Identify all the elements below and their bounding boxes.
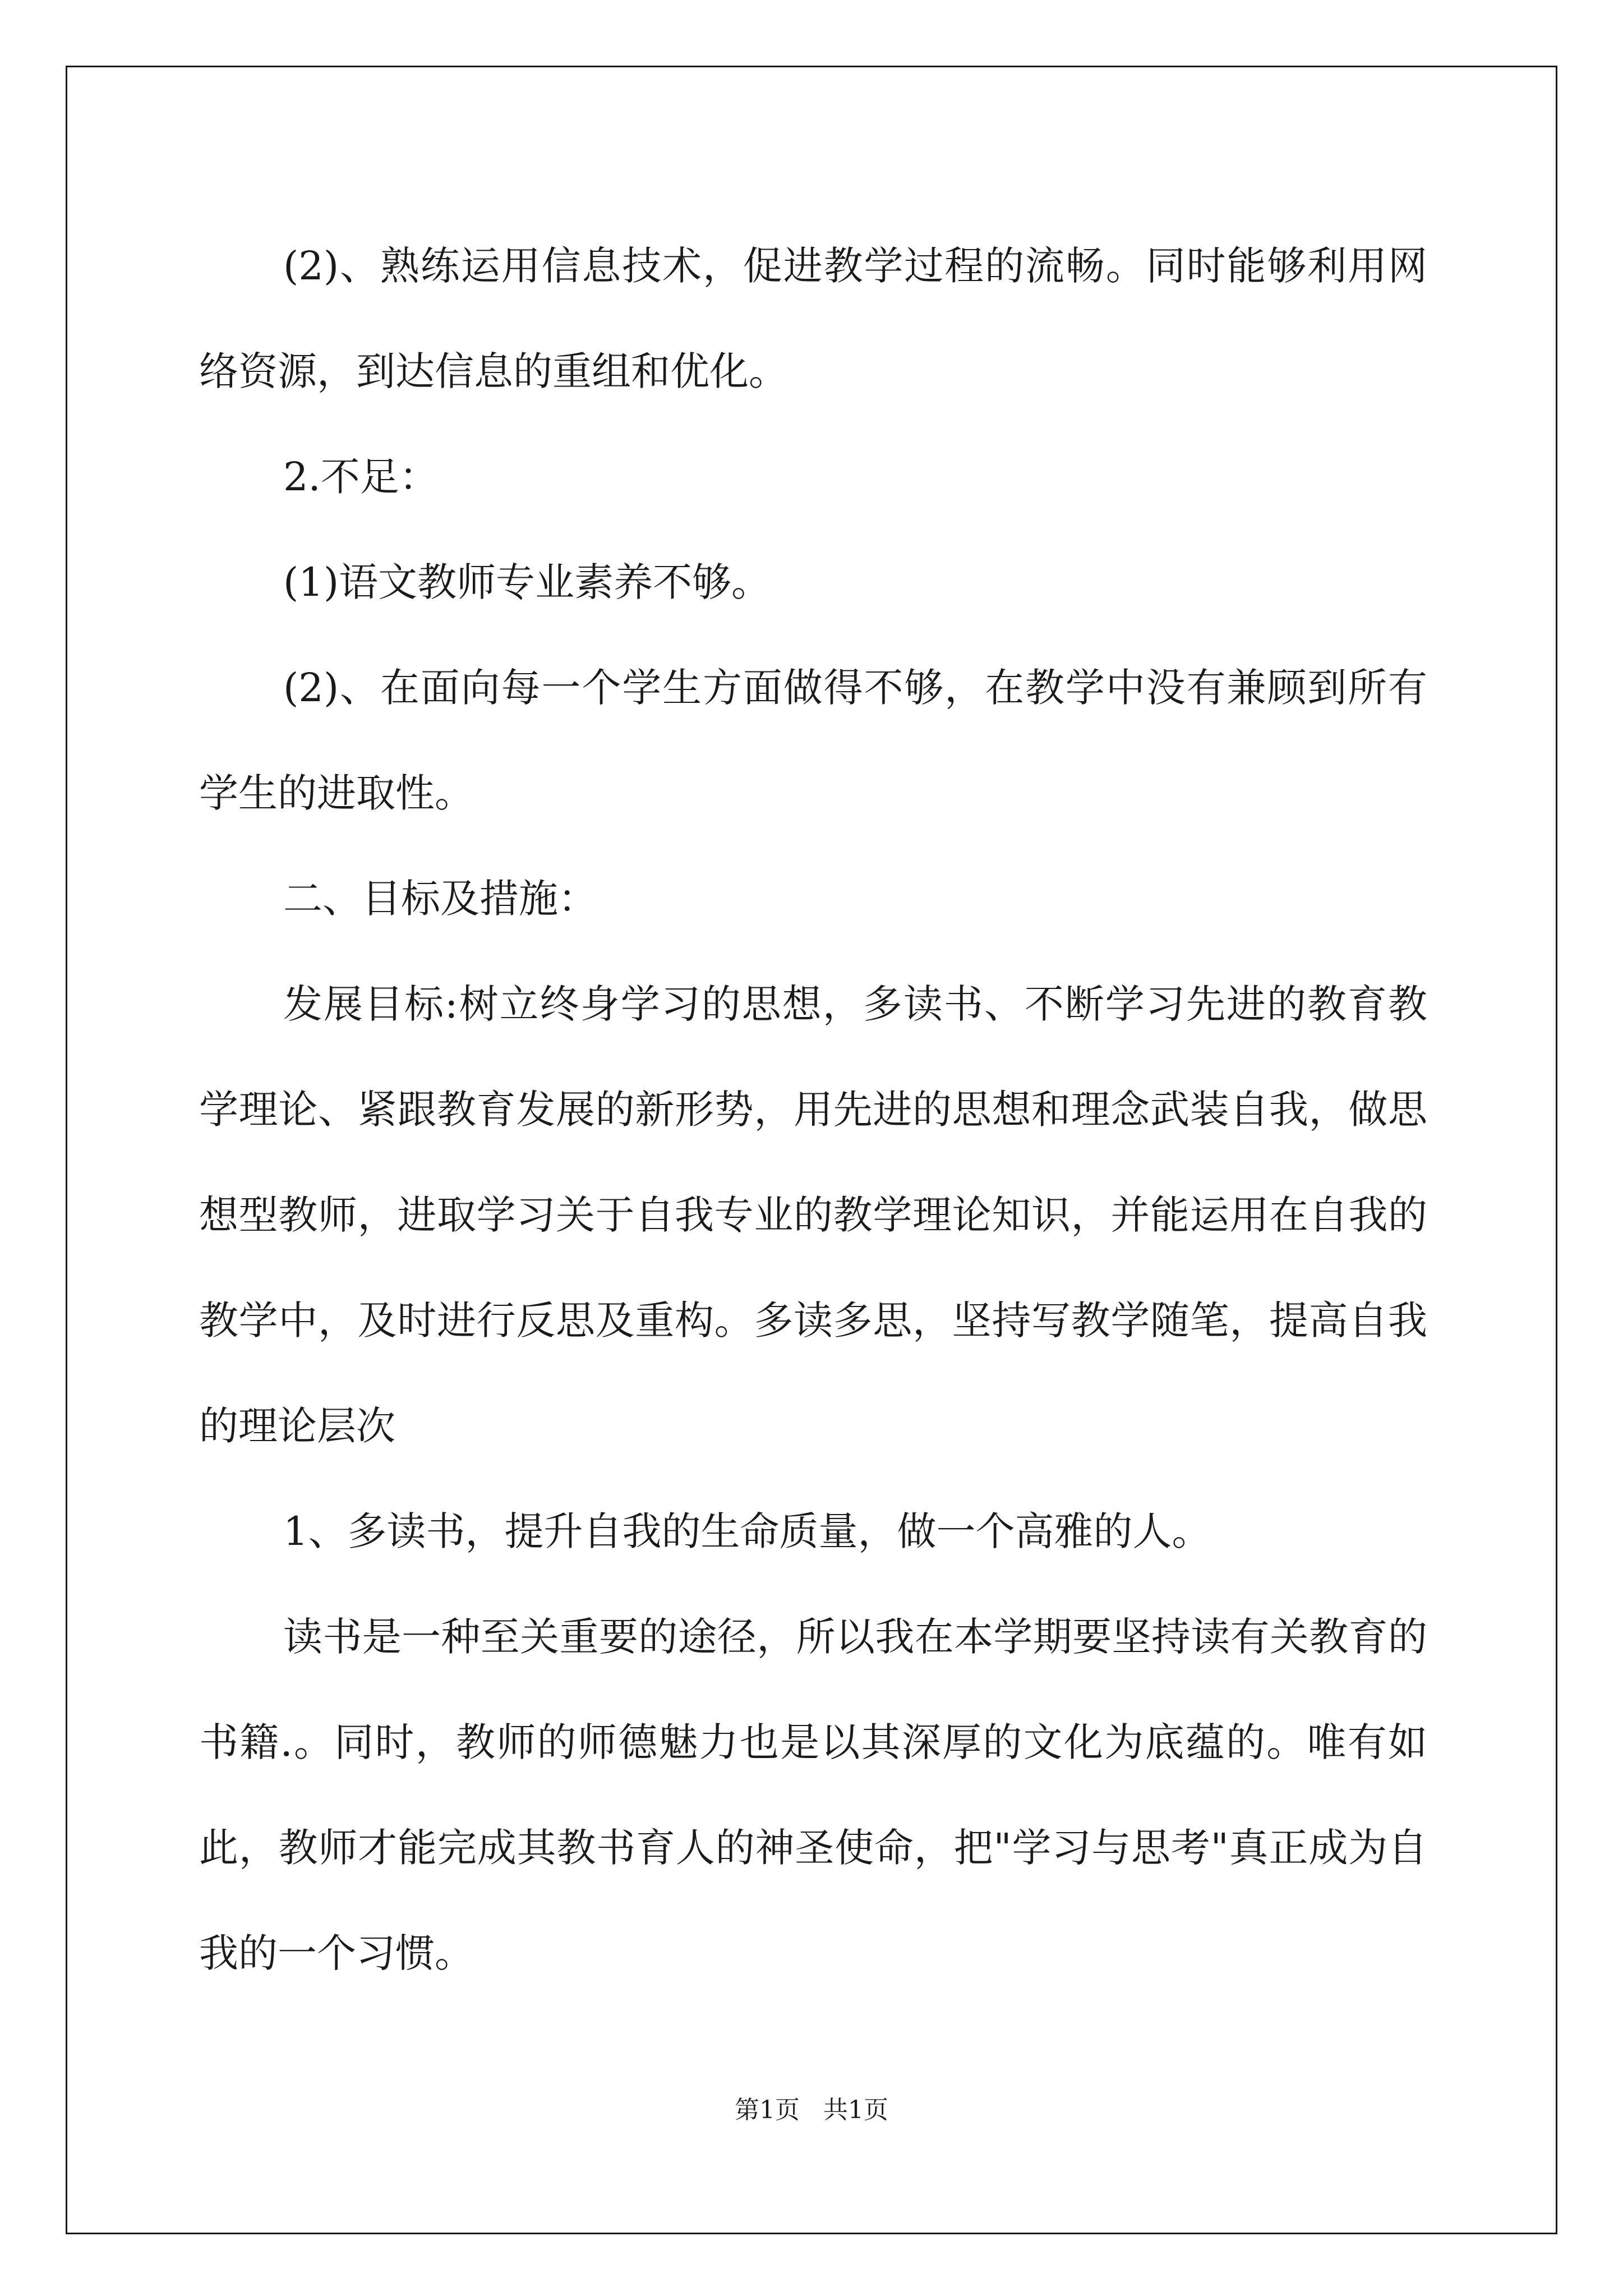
paragraph: (1)语文教师专业素养不够。 [283,559,771,605]
section-heading: 二、目标及措施： [283,876,597,922]
paragraph: (2)、在面向每一个学生方面做得不够，在教学中没有兼顾到所有学生的进取性。 [199,665,1427,816]
document-body [199,213,1427,2006]
paragraph: 1、多读书，提升自我的生命质量，做一个高雅的人。 [283,1508,1211,1554]
paragraph: 读书是一种至关重要的途径，所以我在本学期要坚持读有关教育的书籍.。同时，教师的师德魅力也是以其深厚的文化为底蕴的。唯有如此，教师才能完成其教书育人的神圣使命，把"学习与思考"真正成为自我的一个习惯。 [199,1614,1427,1976]
paragraph: 发展目标:树立终身学习的思想，多读书、不断学习先进的教育教学理论、紧跟教育发展的新形势，用先进的思想和理念武装自我，做思想型教师，进取学习关于自我专业的教学理论知识，并能运用在自我的教学中，及时进行反思及重构。多读多思，坚持写教学随笔，提高自我的理论层次 [199,981,1427,1449]
page-number-footer: 第1页 共1页 [735,2096,888,2124]
paragraph: 2.不足： [283,454,439,500]
paragraph: (2)、熟练运用信息技术，促进教学过程的流畅。同时能够利用网络资源，到达信息的重组和优化。 [199,243,1427,394]
